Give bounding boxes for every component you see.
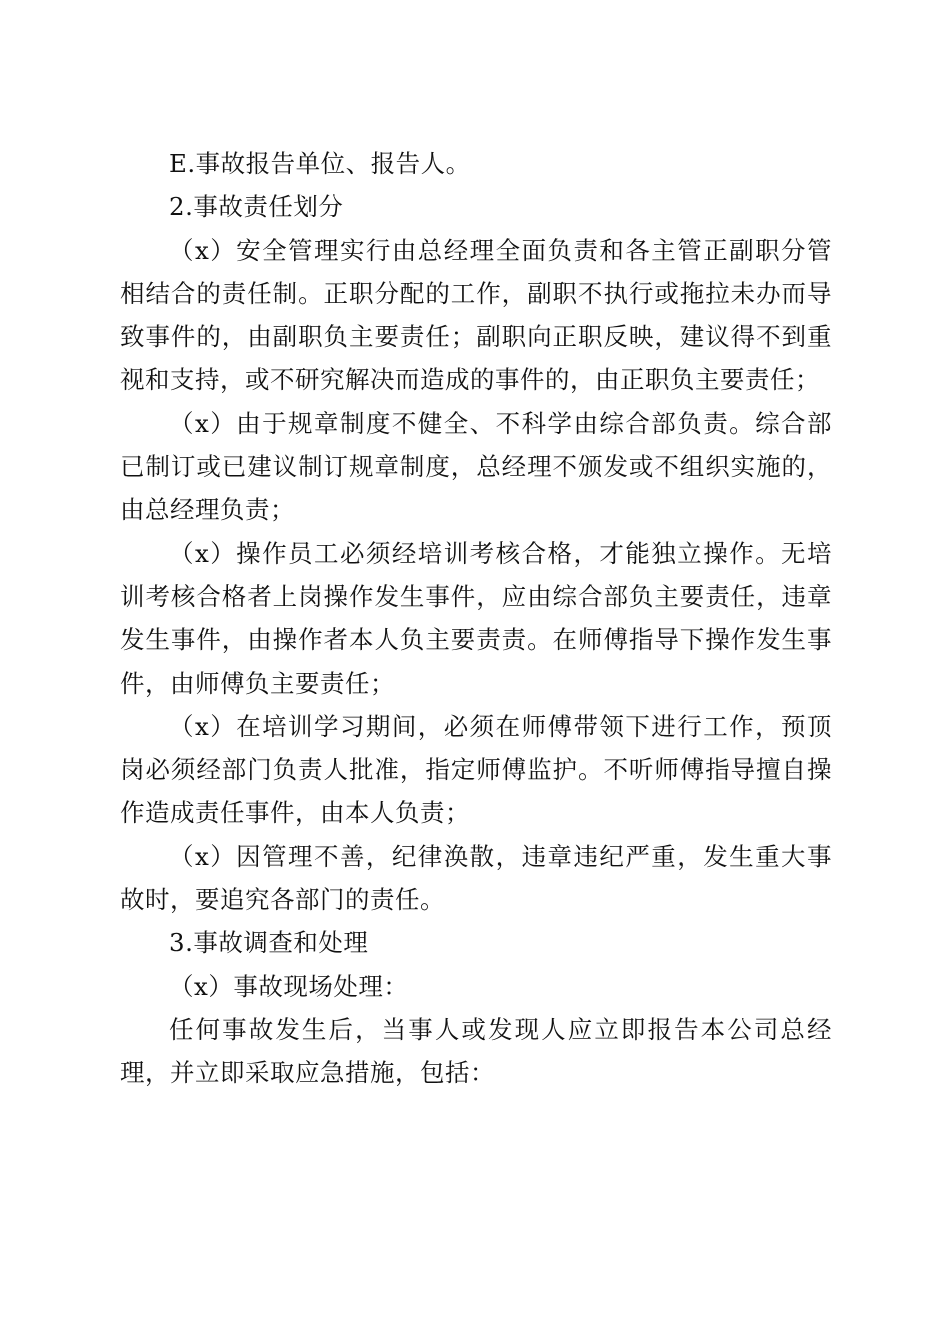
paragraph-rules-responsibility: （x）由于规章制度不健全、不科学由综合部负责。综合部已制订或已建议制订规章制度，总经理不颁发或不组织实施的，由总经理负责； bbox=[120, 408, 832, 525]
document-page bbox=[120, 142, 832, 1095]
paragraph-operator-training: （x）操作员工必须经培训考核合格，才能独立操作。无培训考核合格者上岗操作发生事件，应由综合部负主要责任，违章发生事件，由操作者本人负主要责责。在师傅指导下操作发生事件，由师傅负主要责任； bbox=[120, 538, 832, 698]
paragraph-training-period: （x）在培训学习期间，必须在师傅带领下进行工作，预顶岗必须经部门负责人批准，指定师傅监护。不听师傅指导擅自操作造成责任事件，由本人负责； bbox=[120, 711, 832, 828]
paragraph-report-unit: E.事故报告单位、报告人。 bbox=[169, 149, 471, 178]
paragraph-poor-management: （x）因管理不善，纪律涣散，违章违纪严重，发生重大事故时，要追究各部门的责任。 bbox=[120, 841, 832, 915]
paragraph-scene-handling: （x）事故现场处理： bbox=[169, 971, 409, 1001]
paragraph-emergency-report: 任何事故发生后，当事人或发现人应立即报告本公司总经理，并立即采取应急措施，包括： bbox=[120, 1014, 832, 1088]
heading-responsibility-division: 2.事故责任划分 bbox=[169, 192, 344, 222]
heading-investigation-handling: 3.事故调查和处理 bbox=[169, 928, 369, 958]
paragraph-management-responsibility: （x）安全管理实行由总经理全面负责和各主管正副职分管相结合的责任制。正职分配的工作，副职不执行或拖拉未办而导致事件的，由副职负主要责任；副职向正职反映，建议得不到重视和支持，或不研究解决而造成的事件的，由正职负主要责任； bbox=[120, 235, 832, 395]
